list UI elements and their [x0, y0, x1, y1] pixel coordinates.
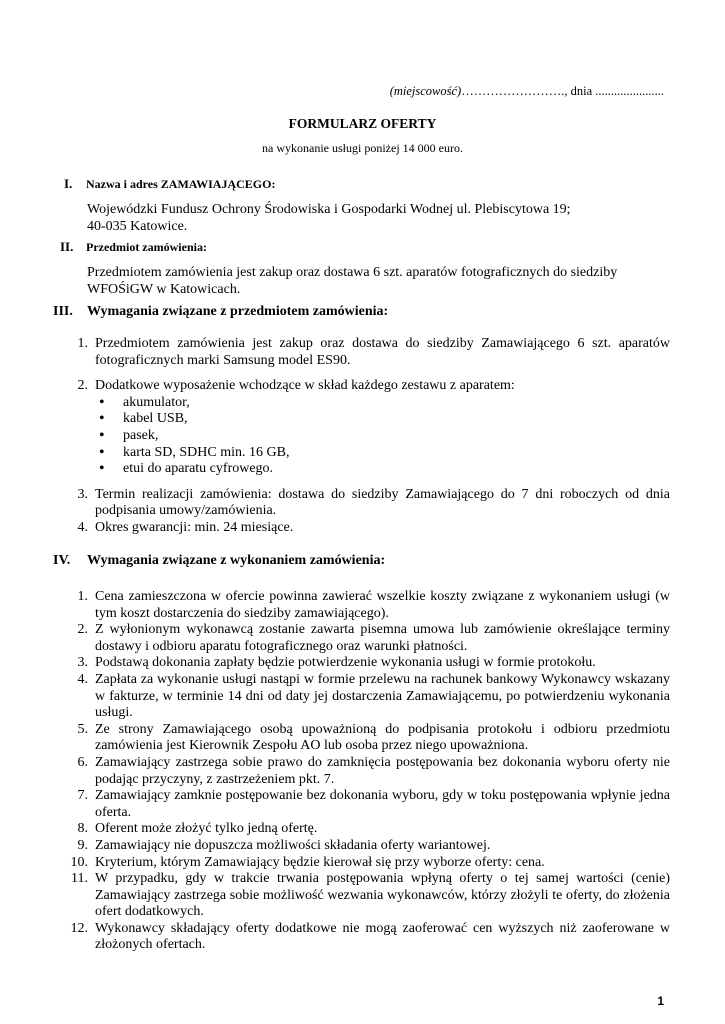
list-item	[60, 722, 670, 755]
list-item	[60, 838, 670, 855]
list-item	[60, 821, 670, 838]
section-2-title: Przedmiot zamówienia:	[86, 240, 207, 254]
item-number: 2.	[77, 622, 88, 638]
list-item	[60, 487, 670, 520]
item-number: 4.	[77, 671, 88, 687]
section-3-number: III.	[53, 304, 73, 319]
bullet-item: • kabel USB,	[95, 411, 670, 428]
item-text: Zamawiający zamknie postępowanie bez dokonania wyboru, gdy w toku postępowania wpłynie jedna oferta.	[95, 788, 670, 820]
list-item	[60, 336, 670, 369]
list-item	[60, 921, 670, 954]
section-2-heading	[60, 239, 207, 255]
document-subtitle: na wykonanie usługi poniżej 14 000 euro.	[262, 141, 463, 155]
list-item	[60, 672, 670, 722]
item-number: 10.	[70, 854, 88, 870]
item-number: 7.	[77, 788, 88, 804]
item-text: Cena zamieszczona w ofercie powinna zawierać wszelkie koszty związane z wykonaniem usługi (w tym koszt dostarczenia do siedziby zamawiającego).	[95, 589, 670, 621]
equipment-bullet-list	[95, 395, 670, 478]
item-number: 1.	[77, 589, 88, 604]
bullet-item: • pasek,	[95, 428, 670, 445]
item-number: 2.	[77, 378, 88, 394]
section-1-body	[87, 201, 667, 235]
place-date-dots: ……………………., dnia ......................	[461, 84, 664, 98]
section-1-line-2: 40-035 Katowice.	[87, 219, 188, 234]
item-number: 8.	[77, 821, 88, 837]
item-text: Podstawą dokonania zapłaty będzie potwierdzenie wykonania usługi w formie protokołu.	[95, 655, 596, 671]
list-item	[60, 788, 670, 821]
item-text: Okres gwarancji: min. 24 miesiące.	[95, 519, 294, 535]
section-4-title: Wymagania związane z wykonaniem zamówienia:	[87, 553, 386, 568]
item-number: 3.	[77, 486, 88, 502]
list-item	[60, 589, 670, 622]
place-date-line	[390, 84, 664, 99]
bullet-item: • karta SD, SDHC min. 16 GB,	[95, 445, 670, 462]
item-number: 6.	[77, 754, 88, 770]
item-text: W przypadku, gdy w trakcie trwania postępowania wpłyną oferty o tej samej wartości (cenie) Zamawiający zastrzega sobie możliwość wezwania wykonawców, którzy złożyli te oferty, do złożenia ofert dodatkowych.	[95, 871, 670, 920]
section-3-heading	[53, 304, 388, 320]
item-text: Oferent może złożyć tylko jedną ofertę.	[95, 821, 318, 837]
section-1-number: I.	[64, 176, 73, 191]
bullet-item: • akumulator,	[95, 395, 670, 412]
item-text: Zamawiający nie dopuszcza możliwości składania oferty wariantowej.	[95, 837, 491, 853]
list-item	[60, 622, 670, 655]
section-4-heading	[53, 553, 385, 569]
bullet-item: • etui do aparatu cyfrowego.	[95, 461, 670, 478]
item-text: Ze strony Zamawiającego osobą upoważnioną do podpisania protokołu i odbioru przedmiotu zamówienia jest Kierownik Zespołu AO lub osoba przez niego upoważniona.	[95, 721, 670, 754]
list-item	[60, 655, 670, 672]
item-number: 5.	[77, 721, 88, 737]
item-number: 9.	[77, 837, 88, 853]
list-item	[60, 378, 670, 478]
document-title: FORMULARZ OFERTY	[288, 116, 437, 131]
place-label: (miejscowość)	[389, 84, 462, 98]
section-2-number: II.	[60, 239, 74, 254]
item-text: Zapłata za wykonanie usługi nastąpi w formie przelewu na rachunek bankowy Wykonawcy wskazany w fakturze, w terminie 14 dni od daty jej dostarczenia Zamawiającemu, po potwierdzeniu wykonania usługi.	[95, 671, 670, 721]
item-text: Z wyłonionym wykonawcą zostanie zawarta pisemna umowa lub zamówienie określające terminy dostawy i odbioru aparatu fotograficznego oraz warunki płatności.	[95, 622, 670, 654]
section-3-title: Wymagania związane z przedmiotem zamówienia:	[87, 304, 389, 319]
section-1-title: Nazwa i adres ZAMAWIAJĄCEGO:	[86, 177, 276, 191]
list-item	[60, 855, 670, 872]
item-text: Wykonawcy składający oferty dodatkowe nie mogą zaoferować cen wyższych niż zaoferowane w złożonych ofertach.	[95, 920, 670, 953]
section-2-line-2: WFOŚiGW w Katowicach.	[87, 282, 241, 297]
item-number: 1.	[77, 336, 88, 351]
item-text: Termin realizacji zamówienia: dostawa do siedziby Zamawiającego do 7 dni roboczych od dnia podpisania umowy/zamówienia.	[95, 486, 670, 519]
item-number: 11.	[71, 871, 88, 887]
section-1-heading	[64, 176, 275, 192]
item-number: 3.	[77, 655, 88, 671]
item-text: Kryterium, którym Zamawiający będzie kierował się przy wyborze oferty: cena.	[95, 854, 545, 870]
section-2-line-1: Przedmiotem zamówienia jest zakup oraz dostawa 6 szt. aparatów fotograficznych do siedziby	[87, 265, 618, 280]
section-3-list	[60, 336, 670, 537]
section-4-number: IV.	[53, 553, 71, 568]
list-item	[60, 871, 670, 921]
section-2-body	[87, 264, 667, 298]
list-item	[60, 520, 670, 537]
item-text: Przedmiotem zamówienia jest zakup oraz dostawa do siedziby Zamawiającego 6 szt. aparatów fotograficznych marki Samsung model ES90.	[95, 336, 670, 368]
page-number: 1	[657, 994, 664, 1008]
section-4-list	[60, 589, 670, 954]
item-text: Dodatkowe wyposażenie wchodzące w skład każdego zestawu z aparatem:	[95, 378, 515, 394]
item-text: Zamawiający zastrzega sobie prawo do zamknięcia postępowania bez dokonania wyboru oferty nie podając przyczyny, z zastrzeżeniem pkt. 7.	[95, 754, 670, 787]
list-item	[60, 755, 670, 788]
item-number: 12.	[70, 920, 88, 936]
section-1-line-1: Wojewódzki Fundusz Ochrony Środowiska i Gospodarki Wodnej ul. Plebiscytowa 19;	[87, 202, 571, 217]
item-number: 4.	[77, 519, 88, 535]
